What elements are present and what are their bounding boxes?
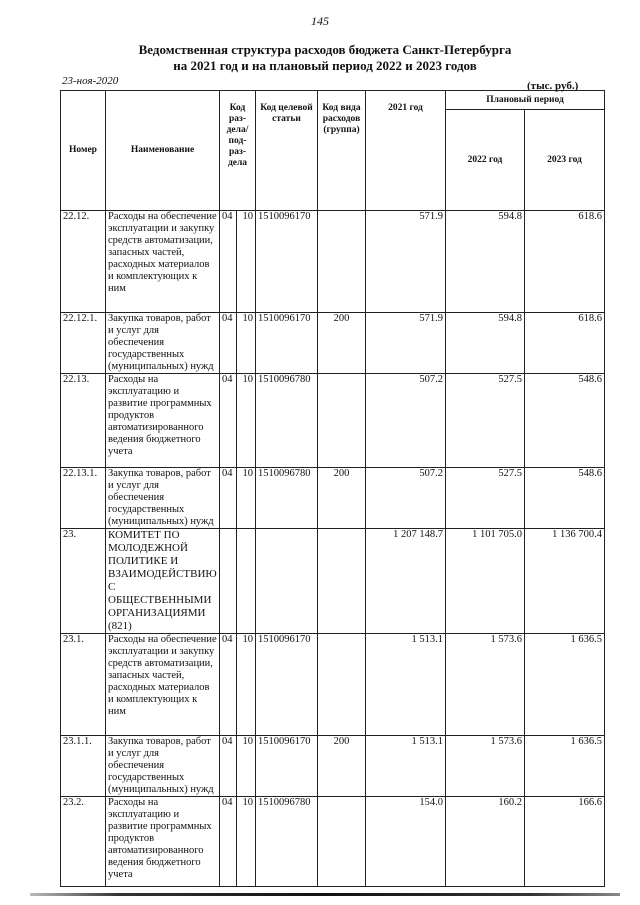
row-number: 23. bbox=[61, 529, 106, 634]
row-2021: 1 207 148.7 bbox=[366, 529, 446, 634]
title-line-1: Ведомственная структура расходов бюджета Санкт-Петербурга bbox=[138, 42, 512, 57]
row-2022: 1 573.6 bbox=[446, 736, 525, 797]
row-2022: 527.5 bbox=[446, 468, 525, 529]
row-section: 04 bbox=[220, 797, 237, 887]
row-2023: 548.6 bbox=[525, 374, 605, 468]
table-row bbox=[61, 797, 605, 887]
row-number: 22.12. bbox=[61, 211, 106, 313]
row-subsection bbox=[237, 529, 256, 634]
table-row bbox=[61, 736, 605, 797]
row-name: Расходы на эксплуатацию и развитие программных продуктов автоматизированного ведения бюджетного учета bbox=[106, 374, 220, 468]
row-number: 23.2. bbox=[61, 797, 106, 887]
row-2021: 507.2 bbox=[366, 374, 446, 468]
row-2022: 1 573.6 bbox=[446, 634, 525, 736]
row-2022: 527.5 bbox=[446, 374, 525, 468]
document-title bbox=[60, 42, 590, 74]
row-2021: 1 513.1 bbox=[366, 634, 446, 736]
row-number: 22.13.1. bbox=[61, 468, 106, 529]
row-target: 1510096170 bbox=[256, 211, 318, 313]
table-row bbox=[61, 313, 605, 374]
header-expense-type-code: Код вида расходов (группа) bbox=[318, 91, 366, 211]
row-expense-type bbox=[318, 529, 366, 634]
row-expense-type bbox=[318, 797, 366, 887]
budget-table bbox=[60, 90, 605, 887]
row-2023: 618.6 bbox=[525, 313, 605, 374]
row-expense-type: 200 bbox=[318, 468, 366, 529]
row-number: 22.13. bbox=[61, 374, 106, 468]
row-expense-type bbox=[318, 211, 366, 313]
header-plan-period: Плановый период bbox=[446, 91, 605, 110]
row-2021: 507.2 bbox=[366, 468, 446, 529]
header-year-2021: 2021 год bbox=[366, 91, 446, 211]
table-row bbox=[61, 374, 605, 468]
row-target: 1510096780 bbox=[256, 797, 318, 887]
row-2023: 1 636.5 bbox=[525, 736, 605, 797]
row-2023: 1 636.5 bbox=[525, 634, 605, 736]
row-2021: 571.9 bbox=[366, 313, 446, 374]
units-label: (тыс. руб.) bbox=[527, 80, 579, 92]
title-line-2: на 2021 год и на плановый период 2022 и 2023 годов bbox=[173, 58, 477, 73]
row-subsection: 10 bbox=[237, 313, 256, 374]
header-target-code: Код целевой статьи bbox=[256, 91, 318, 211]
row-2022: 594.8 bbox=[446, 211, 525, 313]
table-row bbox=[61, 634, 605, 736]
row-target: 1510096170 bbox=[256, 313, 318, 374]
table-row bbox=[61, 211, 605, 313]
header-number: Номер bbox=[61, 91, 106, 211]
row-2023: 618.6 bbox=[525, 211, 605, 313]
document-date: 23-ноя-2020 bbox=[62, 75, 119, 87]
row-expense-type bbox=[318, 374, 366, 468]
row-target: 1510096780 bbox=[256, 374, 318, 468]
row-section: 04 bbox=[220, 211, 237, 313]
table-row bbox=[61, 468, 605, 529]
row-target: 1510096170 bbox=[256, 634, 318, 736]
header-section-code: Код раз- дела/ под- раз- дела bbox=[220, 91, 256, 211]
row-subsection: 10 bbox=[237, 468, 256, 529]
row-target bbox=[256, 529, 318, 634]
scan-edge-line bbox=[30, 893, 620, 896]
row-subsection: 10 bbox=[237, 374, 256, 468]
row-expense-type: 200 bbox=[318, 313, 366, 374]
row-name: Закупка товаров, работ и услуг для обеспечения государственных (муниципальных) нужд bbox=[106, 313, 220, 374]
row-subsection: 10 bbox=[237, 634, 256, 736]
row-name: Закупка товаров, работ и услуг для обеспечения государственных (муниципальных) нужд bbox=[106, 468, 220, 529]
row-number: 23.1.1. bbox=[61, 736, 106, 797]
row-2022: 594.8 bbox=[446, 313, 525, 374]
row-section: 04 bbox=[220, 736, 237, 797]
row-section: 04 bbox=[220, 634, 237, 736]
row-name: Расходы на эксплуатацию и развитие программных продуктов автоматизированного ведения бюджетного учета bbox=[106, 797, 220, 887]
row-2022: 1 101 705.0 bbox=[446, 529, 525, 634]
row-subsection: 10 bbox=[237, 797, 256, 887]
row-2022: 160.2 bbox=[446, 797, 525, 887]
header-name: Наименование bbox=[106, 91, 220, 211]
row-number: 22.12.1. bbox=[61, 313, 106, 374]
row-subsection: 10 bbox=[237, 736, 256, 797]
header-year-2022: 2022 год bbox=[446, 110, 525, 211]
row-name: Закупка товаров, работ и услуг для обеспечения государственных (муниципальных) нужд bbox=[106, 736, 220, 797]
row-name: Расходы на обеспечение эксплуатации и закупку средств автоматизации, запасных частей, расходных материалов и комплектующих к ним bbox=[106, 634, 220, 736]
row-2023: 166.6 bbox=[525, 797, 605, 887]
row-subsection: 10 bbox=[237, 211, 256, 313]
row-target: 1510096780 bbox=[256, 468, 318, 529]
row-number: 23.1. bbox=[61, 634, 106, 736]
header-year-2023: 2023 год bbox=[525, 110, 605, 211]
row-name: КОМИТЕТ ПО МОЛОДЕЖНОЙ ПОЛИТИКЕ И ВЗАИМОДЕЙСТВИЮ С ОБЩЕСТВЕННЫМИ ОРГАНИЗАЦИЯМИ (821) bbox=[106, 529, 220, 634]
row-2023: 1 136 700.4 bbox=[525, 529, 605, 634]
page-number: 145 bbox=[311, 14, 329, 28]
row-section: 04 bbox=[220, 313, 237, 374]
row-2021: 154.0 bbox=[366, 797, 446, 887]
row-name: Расходы на обеспечение эксплуатации и закупку средств автоматизации, запасных частей, расходных материалов и комплектующих к ним bbox=[106, 211, 220, 313]
row-2021: 1 513.1 bbox=[366, 736, 446, 797]
table-row bbox=[61, 529, 605, 634]
row-2023: 548.6 bbox=[525, 468, 605, 529]
row-target: 1510096170 bbox=[256, 736, 318, 797]
row-expense-type: 200 bbox=[318, 736, 366, 797]
row-section: 04 bbox=[220, 468, 237, 529]
row-2021: 571.9 bbox=[366, 211, 446, 313]
row-expense-type bbox=[318, 634, 366, 736]
row-section bbox=[220, 529, 237, 634]
row-section: 04 bbox=[220, 374, 237, 468]
